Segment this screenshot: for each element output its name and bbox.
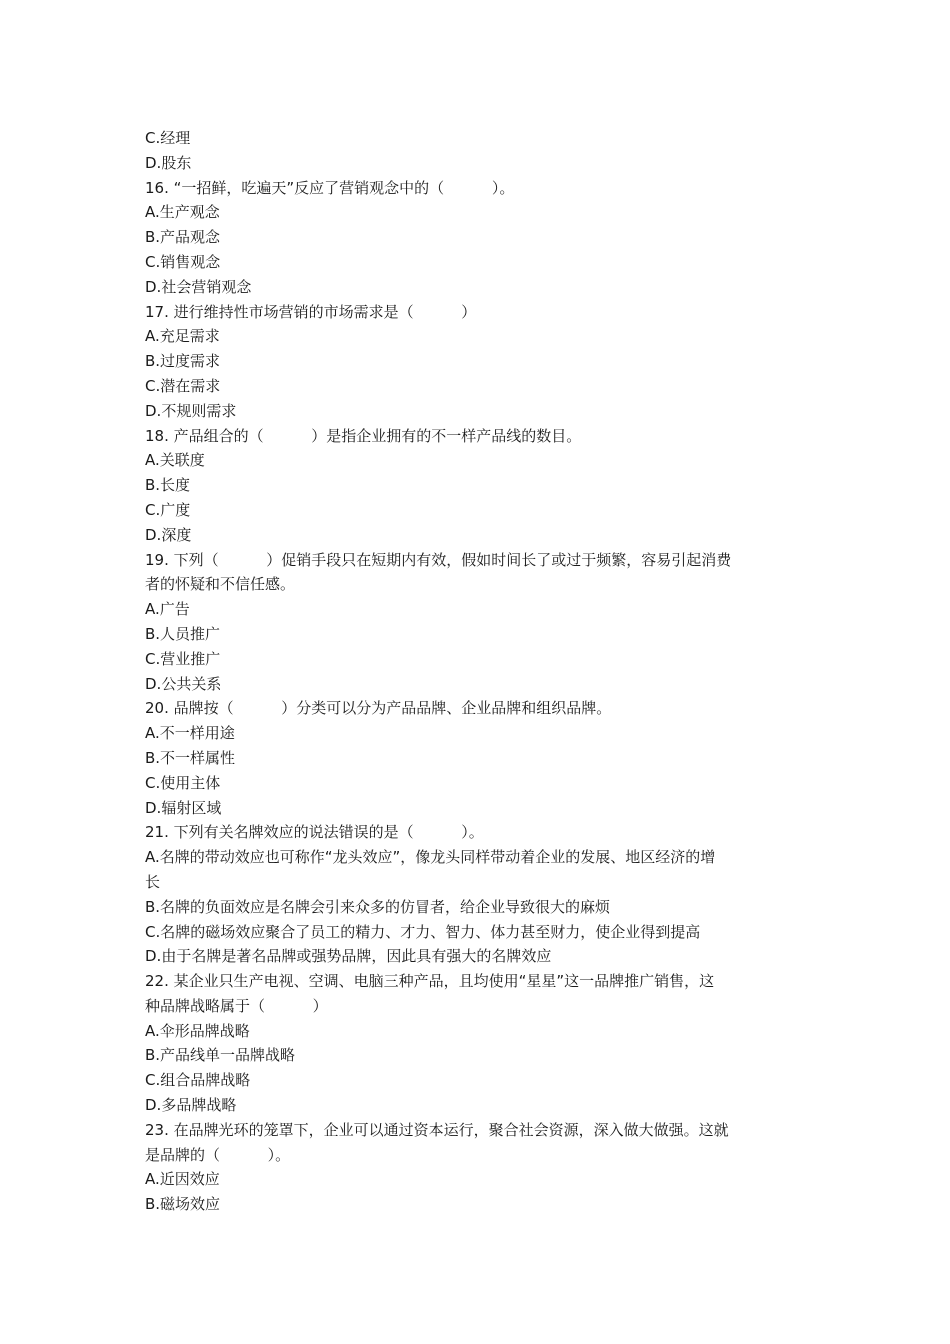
q19-option-d: D.公共关系 — [145, 674, 222, 693]
q16-option-d: D.社会营销观念 — [145, 277, 252, 296]
q21-option-a-continued: 长 — [145, 872, 161, 891]
q20-option-b: B.不一样属性 — [145, 748, 236, 767]
question-22: 22. 某企业只生产电视、空调、电脑三种产品，且均使用“星星”这一品牌推广销售，这 — [145, 972, 715, 991]
q20-option-c: C.使用主体 — [145, 773, 221, 792]
question-19-continued: 者的怀疑和不信任感。 — [145, 575, 296, 594]
q19-option-c: C.营业推广 — [145, 649, 221, 668]
q17-option-a: A.充足需求 — [145, 327, 220, 346]
q20-option-a: A.不一样用途 — [145, 724, 235, 743]
question-16: 16. “一招鲜，吃遍天”反应了营销观念中的（ ）。 — [145, 178, 515, 197]
question-22-continued: 种品牌战略属于（ ） — [145, 996, 328, 1015]
q19-option-a: A.广告 — [145, 600, 190, 619]
question-18: 18. 产品组合的（ ）是指企业拥有的不一样产品线的数目。 — [145, 426, 582, 445]
q21-option-d: D.由于名牌是著名品牌或强势品牌，因此具有强大的名牌效应 — [145, 947, 552, 966]
q23-option-b: B.磁场效应 — [145, 1195, 221, 1214]
question-23-continued: 是品牌的（ ）。 — [145, 1145, 291, 1164]
q16-option-a: A.生产观念 — [145, 203, 220, 222]
q22-option-c: C.组合品牌战略 — [145, 1071, 251, 1090]
question-21: 21. 下列有关名牌效应的说法错误的是（ ）。 — [145, 823, 484, 842]
q18-option-a: A.关联度 — [145, 451, 205, 470]
q17-option-d: D.不规则需求 — [145, 401, 237, 420]
q17-option-b: B.过度需求 — [145, 352, 221, 371]
q16-option-b: B.产品观念 — [145, 228, 221, 247]
q21-option-b: B.名牌的负面效应是名牌会引来众多的仿冒者，给企业导致很大的麻烦 — [145, 897, 611, 916]
q18-option-b: B.长度 — [145, 476, 191, 495]
document-page — [145, 126, 811, 1217]
q17-option-c: C.潜在需求 — [145, 376, 221, 395]
q22-option-b: B.产品线单一品牌战略 — [145, 1046, 296, 1065]
q21-option-c: C.名牌的磁场效应聚合了员工的精力、才力、智力、体力甚至财力，使企业得到提高 — [145, 922, 701, 941]
q18-option-d: D.深度 — [145, 525, 192, 544]
question-19: 19. 下列（ ）促销手段只在短期内有效，假如时间长了或过于频繁，容易引起消费 — [145, 550, 732, 569]
question-17: 17. 进行维持性市场营销的市场需求是（ ） — [145, 302, 477, 321]
q16-option-c: C.销售观念 — [145, 252, 221, 271]
q20-option-d: D.辐射区域 — [145, 798, 222, 817]
q22-option-a: A.伞形品牌战略 — [145, 1021, 250, 1040]
q23-option-a: A.近因效应 — [145, 1170, 220, 1189]
q18-option-c: C.广度 — [145, 500, 191, 519]
question-23: 23. 在品牌光环的笼罩下，企业可以通过资本运行，聚合社会资源，深入做大做强。这就 — [145, 1120, 729, 1139]
option-c-manager: C.经理 — [145, 129, 191, 147]
q21-option-a: A.名牌的带动效应也可称作“龙头效应”，像龙头同样带动着企业的发展、地区经济的增 — [145, 848, 716, 867]
question-20: 20. 品牌按（ ）分类可以分为产品品牌、企业品牌和组织品牌。 — [145, 699, 612, 718]
option-d-shareholder: D.股东 — [145, 153, 192, 172]
q19-option-b: B.人员推广 — [145, 624, 221, 643]
q22-option-d: D.多品牌战略 — [145, 1096, 237, 1115]
